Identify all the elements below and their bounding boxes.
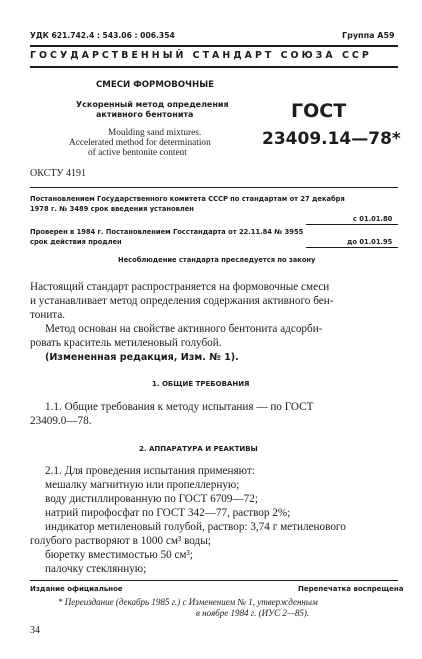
section2-line5: индикатор метиленовый голубой, раствор: 3,74 г метиленового <box>45 521 346 533</box>
gost-label: ГОСТ <box>291 100 347 122</box>
section2-line6: голубого растворяют в 1000 см³ воды; <box>30 535 211 547</box>
section2-line2: мешалку магнитную или пропеллерную; <box>45 479 240 491</box>
intro-p1-line1: Настоящий стандарт распространяется на формовочные смеси <box>30 281 330 293</box>
decree-line3: Проверен в 1984 г. Постановлением Госстандарта от 22.11.84 № 3955 <box>30 228 304 236</box>
title-ru-line2: Ускоренный метод определения <box>76 100 229 109</box>
title-ru-line3: активного бентонита <box>96 110 194 119</box>
decree-date-introduced: с 01.01.80 <box>353 215 393 223</box>
reprint-prohibited-label: Перепечатка воспрещена <box>298 585 404 593</box>
gost-number: 23409.14—78* <box>262 129 401 149</box>
section1-heading: 1. ОБЩИЕ ТРЕБОВАНИЯ <box>152 380 250 388</box>
section2-line7: бюретку вместимостью 50 см³; <box>45 549 193 561</box>
footer-rule <box>30 580 398 581</box>
date-rule-1 <box>306 224 398 225</box>
title-en-line2: Accelerated method for determination <box>69 138 211 148</box>
title-ru-main: СМЕСИ ФОРМОВОЧНЫЕ <box>96 80 214 90</box>
udk-code: УДК 621.742.4 : 543.06 : 006.354 <box>30 31 175 40</box>
decree-date-extended: до 01.01.95 <box>347 238 393 246</box>
official-edition-label: Издание официальное <box>30 585 123 593</box>
intro-p1-line2: и устанавливает метод определения содержания активного бен- <box>30 295 334 307</box>
title-en-line1: Moulding sand mixtures. <box>108 128 202 138</box>
law-warning: Несоблюдение стандарта преследуется по закону <box>118 256 316 264</box>
intro-p1-line3: тонита. <box>30 309 66 321</box>
state-standard-banner: ГОСУДАРСТВЕННЫЙ СТАНДАРТ СОЮЗА ССР <box>30 50 372 61</box>
title-en-line3: of active bentonite content <box>88 148 187 158</box>
banner-rule <box>30 66 398 68</box>
group-code: Группа А59 <box>342 31 395 40</box>
decree-line2: 1978 г. № 3489 срок введения установлен <box>30 205 194 213</box>
reissue-note-line2: в ноябре 1984 г. (ИУС 2—85). <box>196 608 310 618</box>
decree-line4: срок действия продлен <box>30 238 122 246</box>
revision-note: (Измененная редакция, Изм. № 1). <box>45 352 239 363</box>
section2-line4: натрий пирофосфат по ГОСТ 342—77, раствор 2%; <box>45 507 291 519</box>
okstu-rule <box>30 187 398 188</box>
okstu-code: ОКСТУ 4191 <box>30 168 87 179</box>
top-rule <box>30 45 398 47</box>
section2-line8: палочку стеклянную; <box>45 563 147 575</box>
section1-line1: 1.1. Общие требования к методу испытания — по ГОСТ <box>45 401 314 413</box>
section2-line3: воду дистиллированную по ГОСТ 6709—72; <box>45 493 258 505</box>
intro-p2-line1: Метод основан на свойстве активного бентонита адсорби- <box>45 323 323 335</box>
section2-heading: 2. АППАРАТУРА И РЕАКТИВЫ <box>139 445 258 453</box>
reissue-note-line1: * Переиздание (декабрь 1985 г.) с Изменением № 1, утвержденным <box>58 597 318 607</box>
page-number: 34 <box>30 625 40 636</box>
decree-line1: Постановлением Государственного комитета СССР по стандартам от 27 декабря <box>30 195 345 203</box>
intro-p2-line2: ровать краситель метиленовый голубой. <box>30 337 222 349</box>
section1-line2: 23409.0—78. <box>30 415 92 427</box>
date-rule-2 <box>306 247 398 248</box>
section2-line1: 2.1. Для проведения испытания применяют: <box>45 465 255 477</box>
